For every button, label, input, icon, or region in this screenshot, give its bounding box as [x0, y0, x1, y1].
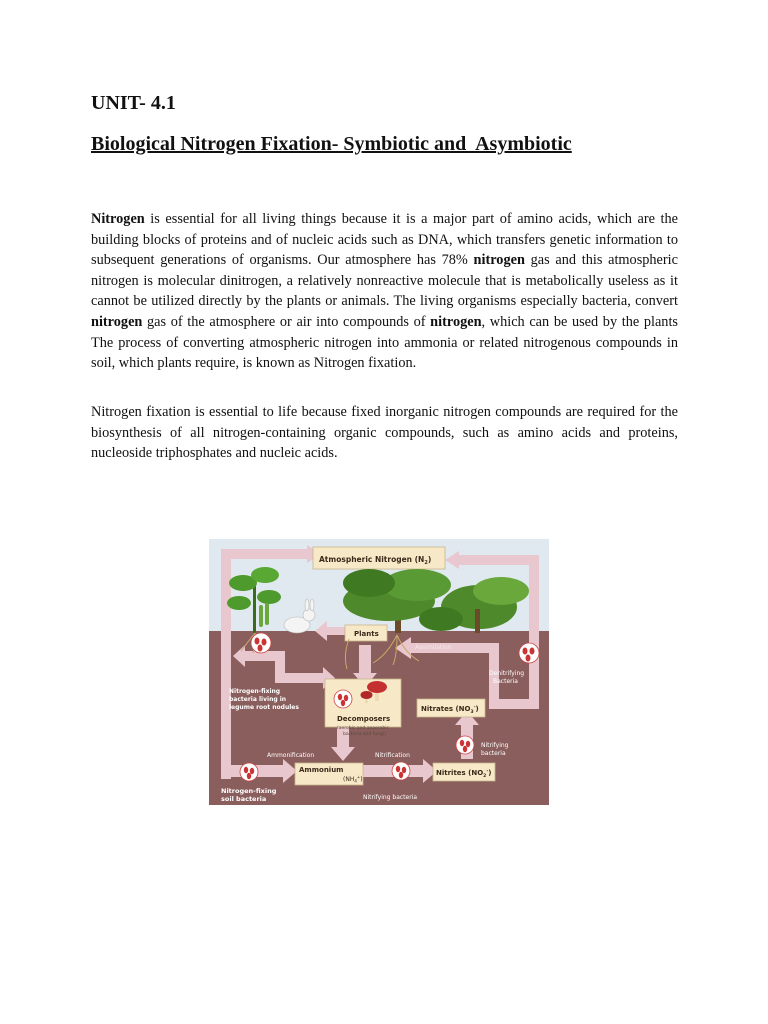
- bold-term: Nitrogen: [91, 211, 145, 227]
- svg-text:Bacteria: Bacteria: [493, 678, 518, 685]
- paragraph-importance: Nitrogen fixation is essential to life because fixed inorganic nitrogen compounds are required for the biosynthesis of all nitrogen-containing organic compounds, such as amino acids and proteins, nucleoside triphosphates and nucleic acids.: [91, 404, 678, 462]
- decomposers-label: Decomposers: [337, 715, 391, 723]
- legume-bacteria-icon: [251, 633, 271, 653]
- nitrifying-bacteria-icon: [456, 736, 474, 754]
- svg-text:bacteria: bacteria: [481, 750, 506, 757]
- svg-text:(NH4+): $(NH_4^+)$: [343, 774, 363, 784]
- svg-text:Nitrites (NO2-): Nitrites $(NO_2^-)$: [436, 769, 492, 779]
- legume-bacteria-label: Nitrogen-fixing: [229, 688, 281, 695]
- nitrification-label: Nitrification: [375, 752, 410, 759]
- paragraph-text: , which can be used by the plants The process of converting atmospheric nitrogen into ammonia or related nitrogenous compounds in soil, which plants require, is known as Nitrogen fixation.: [91, 313, 678, 372]
- plants-label: Plants: [354, 630, 379, 638]
- paragraph-intro: [91, 209, 678, 374]
- bold-term: nitrogen: [91, 313, 143, 330]
- document-title: Biological Nitrogen Fixation- Symbiotic and Asymbiotic: [91, 133, 572, 155]
- paragraph-text: gas and this atmospheric nitrogen is molecular dinitrogen, a relatively nonreactive molecule that is metabolically useless as it cannot be utilized directly by the plants or animals. The living organisms especially bacteria, convert: [91, 252, 678, 310]
- nitrates-label: Nitrates (NO: [421, 705, 471, 713]
- soil-bacteria-label: Nitrogen-fixing: [221, 787, 277, 795]
- svg-text:legume root nodules: legume root nodules: [229, 704, 299, 711]
- nitrifying-label: Nitrifying: [481, 742, 509, 749]
- nitrogen-cycle-diagram: [209, 539, 549, 805]
- svg-text:bacteria and fungi): bacteria and fungi): [343, 732, 386, 737]
- paragraph-text: is essential for all living things because it is a major part of amino acids, which are the building blocks of proteins and of nucleic acids such as DNA, which transfers genetic information to subsequent generations of organisms. Our atmosphere has 78%: [91, 211, 678, 269]
- ammonification-label: Ammonification: [267, 752, 315, 759]
- svg-text:Atmospheric Nitrogen (N2): Atmospheric Nitrogen $(N_2)$: [319, 555, 432, 566]
- decomposer-bacteria-icon: [334, 690, 352, 708]
- denitrifying-label: Denitrifying: [489, 670, 525, 677]
- bold-term: nitrogen: [430, 313, 482, 330]
- unit-heading: UNIT- 4.1: [91, 92, 176, 114]
- paragraph-text: gas of the atmosphere or air into compounds of: [142, 313, 431, 330]
- nitrifying-bacteria-bottom-icon: [392, 762, 410, 780]
- denitrifying-bacteria-icon: [519, 643, 539, 663]
- bold-term: nitrogen: [473, 252, 525, 269]
- atmospheric-label: Atmospheric Nitrogen (N: [319, 555, 425, 564]
- svg-text:(aerobic and anaerobic: (aerobic and anaerobic: [337, 726, 389, 731]
- assimilation-label: Assimilation: [415, 644, 452, 651]
- nitrifying-bottom-label: Nitrifying bacteria: [363, 794, 418, 801]
- svg-text:Nitrates (NO3-): Nitrates $(NO_3^-)$: [421, 705, 479, 715]
- svg-text:soil bacteria: soil bacteria: [221, 795, 267, 803]
- svg-text:bacteria living in: bacteria living in: [229, 696, 287, 703]
- nitrites-label: Nitrites (NO: [436, 769, 484, 777]
- soil-bacteria-icon: [240, 763, 258, 781]
- ammonium-label: Ammonium: [299, 766, 344, 774]
